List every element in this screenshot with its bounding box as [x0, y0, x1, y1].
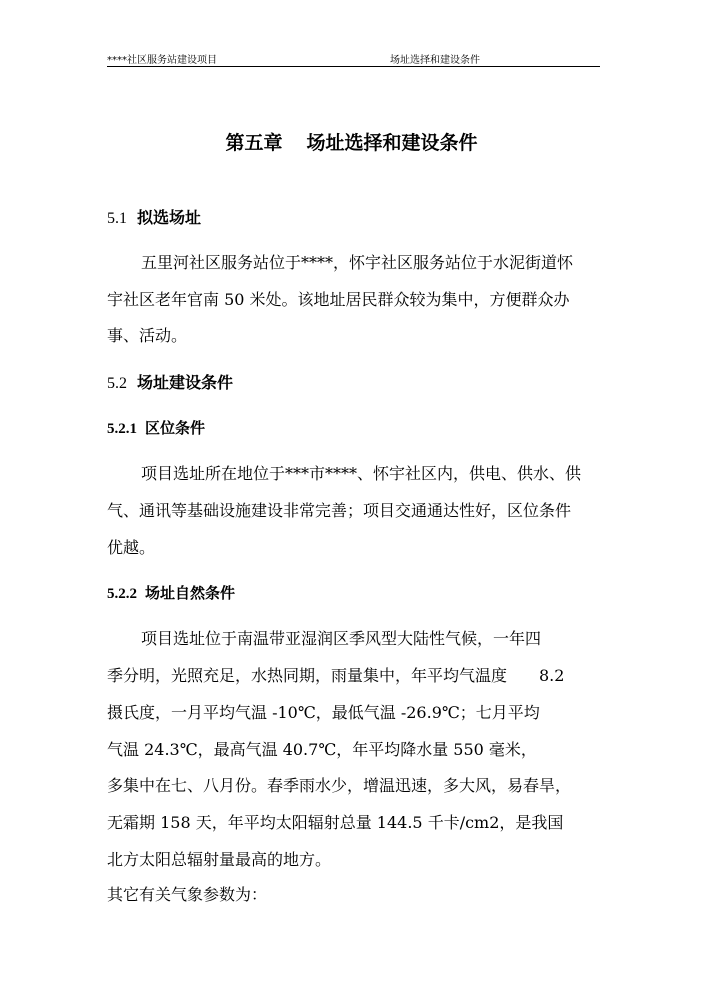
- paragraph-line: 优越。: [107, 538, 156, 557]
- paragraph-line: 事、活动。: [107, 326, 188, 345]
- section-title: 拟选场址: [137, 208, 202, 227]
- paragraph-line: 其它有关气象参数为：: [107, 885, 268, 904]
- paragraph-line: 项目选址位于南温带亚湿润区季风型大陆性气候，一年四: [141, 629, 542, 648]
- section-title: 场址自然条件: [145, 584, 236, 602]
- section-number: 5.1: [107, 210, 127, 227]
- page-header: [107, 48, 600, 66]
- paragraph-line: 北方太阳总辐射量最高的地方。: [107, 850, 332, 869]
- section-number: 5.2.2: [107, 586, 137, 602]
- paragraph-line: 摄氏度，一月平均气温 -10℃，最低气温 -26.9℃；七月平均: [107, 703, 540, 722]
- paragraph-line: 宇社区老年官南 50 米处。该地址居民群众较为集中，方便群众办: [107, 290, 570, 309]
- section-number: 5.2: [107, 375, 127, 392]
- section-5-2-2-heading: [107, 582, 235, 603]
- paragraph-line: 项目选址所在地位于***市****、怀宇社区内，供电、供水、供: [141, 464, 582, 483]
- section-5-1-heading: [107, 205, 201, 228]
- chapter-number: 第五章: [225, 132, 283, 154]
- section-5-2-heading: [107, 370, 233, 393]
- paragraph-line: 五里河社区服务站位于****，怀宇社区服务站位于水泥街道怀: [141, 253, 574, 272]
- section-title: 区位条件: [145, 419, 206, 437]
- header-chapter-title: 场址选择和建设条件: [390, 55, 480, 66]
- section-title: 场址建设条件: [137, 373, 234, 392]
- chapter-title: 场址选择和建设条件: [306, 132, 478, 154]
- paragraph-line: 气、通讯等基础设施建设非常完善；项目交通通达性好，区位条件: [107, 501, 572, 520]
- paragraph-line: 无霜期 158 天，年平均太阳辐射总量 144.5 千卡/cm2，是我国: [107, 813, 564, 832]
- section-number: 5.2.1: [107, 421, 137, 437]
- paragraph-line: 季分明，光照充足，水热同期，雨量集中，年平均气温度 8.2: [107, 666, 565, 685]
- paragraph-line: 气温 24.3℃，最高气温 40.7℃，年平均降水量 550 毫米，: [107, 740, 537, 759]
- header-rule: [107, 66, 600, 67]
- header-project-name: ****社区服务站建设项目: [107, 55, 217, 66]
- paragraph-line: 多集中在七、八月份。春季雨水少，增温迅速，多大风，易春旱，: [107, 776, 572, 795]
- chapter-heading: [0, 128, 703, 155]
- section-5-2-1-heading: [107, 417, 205, 438]
